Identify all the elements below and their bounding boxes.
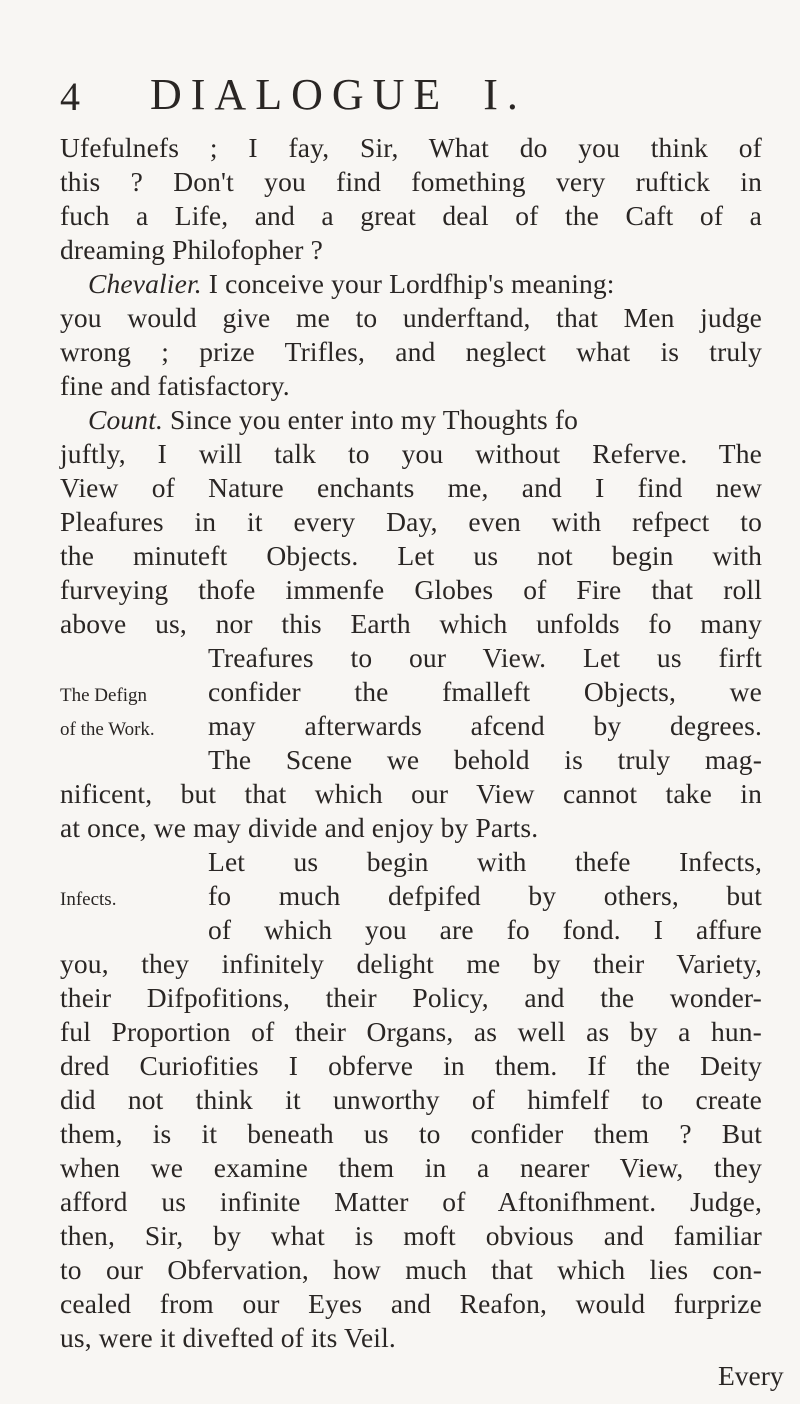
text-line: fo much defpifed by others, but <box>208 880 762 911</box>
text-line: The Scene we behold is truly mag- <box>208 744 762 775</box>
text-line: nificent, but that which our View cannot take in <box>60 778 762 809</box>
catchword: Every <box>718 1360 784 1391</box>
text-line: Treafures to our View. Let us firft <box>208 642 762 673</box>
text-line: cealed from our Eyes and Reafon, would furprize <box>60 1288 762 1319</box>
running-title: DIALOGUE I. <box>150 70 527 119</box>
margin-note: of the Work. <box>60 719 155 740</box>
text-line: then, Sir, by what is moft obvious and familiar <box>60 1220 762 1251</box>
text-line: did not think it unworthy of himfelf to create <box>60 1084 762 1115</box>
margin-note: Infects. <box>60 889 117 910</box>
text-line: ful Proportion of their Organs, as well as by a hun- <box>60 1016 762 1047</box>
text-line: you, they infinitely delight me by their Variety, <box>60 948 762 979</box>
text-line: to our Obfervation, how much that which lies con- <box>60 1254 762 1285</box>
text-line: dred Curiofities I obferve in them. If the Deity <box>60 1050 762 1081</box>
text-line: wrong ; prize Trifles, and neglect what is truly <box>60 336 762 367</box>
speaker-name: Chevalier. <box>88 268 202 299</box>
text-line: Pleafures in it every Day, even with refpect to <box>60 506 762 537</box>
speaker-name: Count. <box>88 404 164 435</box>
text-line <box>88 402 578 438</box>
text-line: their Difpofitions, their Policy, and the wonder- <box>60 982 762 1013</box>
text-line: you would give me to underftand, that Men judge <box>60 302 762 333</box>
text-line: Let us begin with thefe Infects, <box>208 846 762 877</box>
text-line: the minuteft Objects. Let us not begin with <box>60 540 762 571</box>
text-line: Ufefulnefs ; I fay, Sir, What do you think of <box>60 132 762 163</box>
page-number: 4 <box>60 74 80 119</box>
text-line: this ? Don't you find fomething very ruftick in <box>60 166 762 197</box>
text-line: juftly, I will talk to you without Referve. The <box>60 438 762 469</box>
text-line: them, is it beneath us to confider them ? But <box>60 1118 762 1149</box>
text-run: Since you enter into my Thoughts fo <box>163 404 579 435</box>
text-line: afford us infinite Matter of Aftonifhment. Judge, <box>60 1186 762 1217</box>
text-line: when we examine them in a nearer View, they <box>60 1152 762 1183</box>
text-line: confider the fmalleft Objects, we <box>208 676 762 707</box>
text-line: above us, nor this Earth which unfolds fo many <box>60 608 762 639</box>
text-line: may afterwards afcend by degrees. <box>208 710 762 741</box>
text-line: fine and fatisfactory. <box>60 370 290 401</box>
text-line <box>88 266 615 302</box>
text-line: fuch a Life, and a great deal of the Caft of a <box>60 200 762 231</box>
text-line: at once, we may divide and enjoy by Parts. <box>60 812 539 843</box>
text-line: of which you are fo fond. I affure <box>208 914 762 945</box>
text-line: dreaming Philofopher ? <box>60 234 323 265</box>
margin-note: The Defign <box>60 685 148 706</box>
text-line: View of Nature enchants me, and I find new <box>60 472 762 503</box>
page-header <box>60 70 760 120</box>
text-line: furveying thofe immenfe Globes of Fire that roll <box>60 574 762 605</box>
text-run: I conceive your Lordfhip's meaning: <box>201 268 615 299</box>
text-line: us, were it divefted of its Veil. <box>60 1322 396 1353</box>
